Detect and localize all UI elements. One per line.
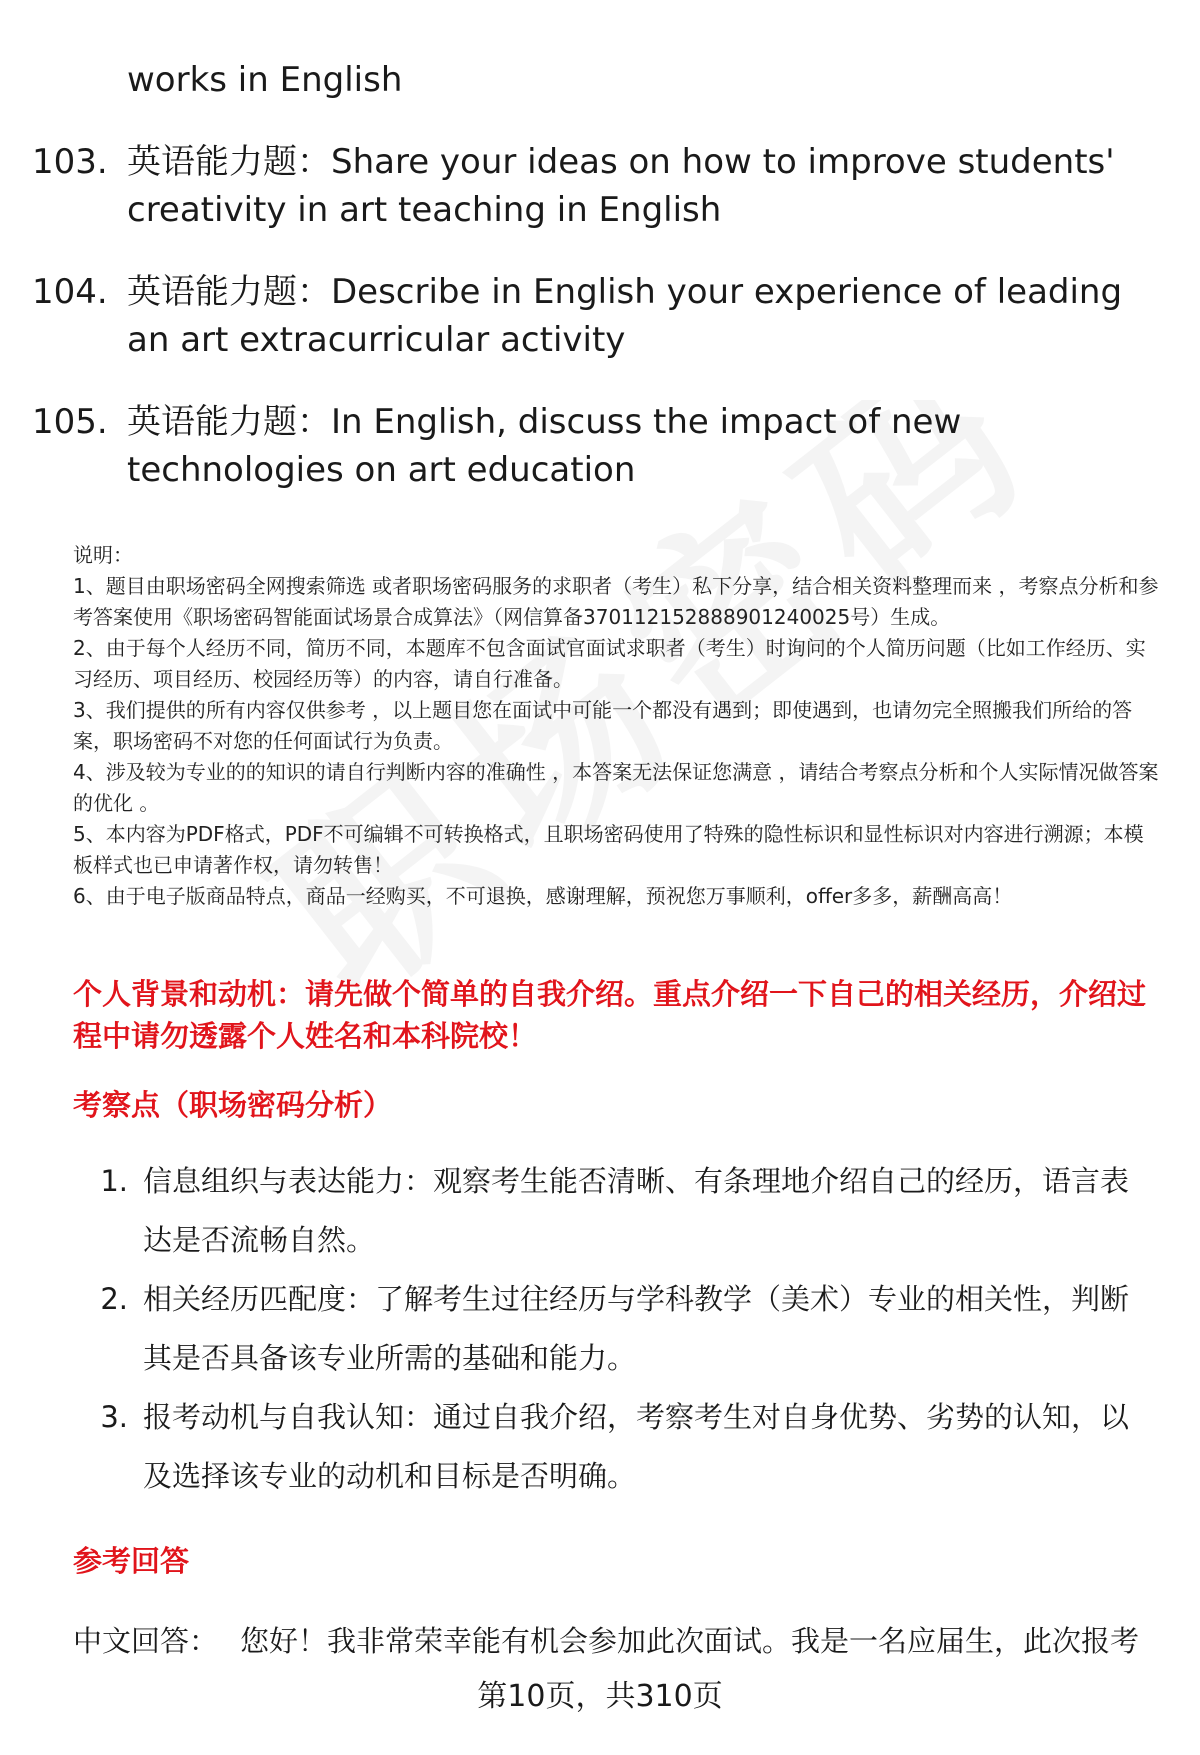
note-item: 6、由于电子版商品特点，商品一经购买，不可退换，感谢理解，预祝您万事顺利，offer多多，薪酬高高！ [73,884,1013,908]
question-number: 105. [32,402,108,442]
note-item: 3、我们提供的所有内容仅供参考 ，以上题目您在面试中可能一个都没有遇到；即使遇到，也请勿完全照搬我们所给的答案，职场密码不对您的任何面试行为负责。 [73,698,1133,753]
answer-label: 中文回答： [73,1624,219,1658]
analysis-point [73,1270,1163,1388]
page-footer: 第10页，共310页 [477,1679,723,1714]
analysis-points-heading: 考察点（职场密码分析） [73,1088,393,1122]
notes-title: 说明： [73,543,133,567]
notes-block [73,540,1163,912]
note-item: 2、由于每个人经历不同，简历不同，本题库不包含面试官面试求职者（考生）时询问的个人简历问题（比如工作经历、实习经历、项目经历、校园经历等）的内容，请自行准备。 [73,636,1146,691]
question-number: 104. [32,272,108,312]
question-item [0,398,1200,494]
question-text: 英语能力题：Share your ideas on how to improve students' creativity in art teaching in English [127,142,1115,230]
question-item [0,268,1200,364]
point-number: 1. [100,1164,128,1198]
analysis-point [73,1388,1163,1506]
point-text: 报考动机与自我认知：通过自我介绍，考察考生对自身优势、劣势的认知，以及选择该专业的动机和目标是否明确。 [143,1400,1130,1493]
note-item: 1、题目由职场密码全网搜索筛选 或者职场密码服务的求职者（考生）私下分享，结合相关资料整理而来 ，考察点分析和参考答案使用《职场密码智能面试场景合成算法》（网信算备370112152888901240025号）生成。 [73,574,1159,629]
question-number: 103. [32,142,108,182]
background-question-heading: 个人背景和动机：请先做个简单的自我介绍。重点介绍一下自己的相关经历，介绍过程中请勿透露个人姓名和本科院校！ [73,977,1147,1053]
question-item [0,138,1200,234]
question-continuation: works in English [127,60,403,100]
answer-text: 您好！我非常荣幸能有机会参加此次面试。我是一名应届生，此次报考 [240,1624,1140,1658]
analysis-points-list [73,1152,1163,1506]
point-text: 信息组织与表达能力：观察考生能否清晰、有条理地介绍自己的经历，语言表达是否流畅自然。 [143,1164,1130,1257]
question-text: 英语能力题：In English, discuss the impact of new technologies on art education [127,402,962,490]
note-item: 4、涉及较为专业的的知识的请自行判断内容的准确性 ，本答案无法保证您满意 ，请结合考察点分析和个人实际情况做答案的优化 。 [73,760,1159,815]
reference-answer-heading: 参考回答 [73,1544,190,1578]
point-number: 3. [100,1400,128,1434]
question-list [0,56,1200,494]
question-text: 英语能力题：Describe in English your experience of leading an art extracurricular activity [127,272,1123,360]
point-text: 相关经历匹配度：了解考生过往经历与学科教学（美术）专业的相关性，判断其是否具备该专业所需的基础和能力。 [143,1282,1130,1375]
answer-paragraph [73,1620,1173,1662]
point-number: 2. [100,1282,128,1316]
note-item: 5、本内容为PDF格式，PDF不可编辑不可转换格式，且职场密码使用了特殊的隐性标识和显性标识对内容进行溯源；本模板样式也已申请著作权，请勿转售！ [73,822,1144,877]
analysis-point [73,1152,1163,1270]
